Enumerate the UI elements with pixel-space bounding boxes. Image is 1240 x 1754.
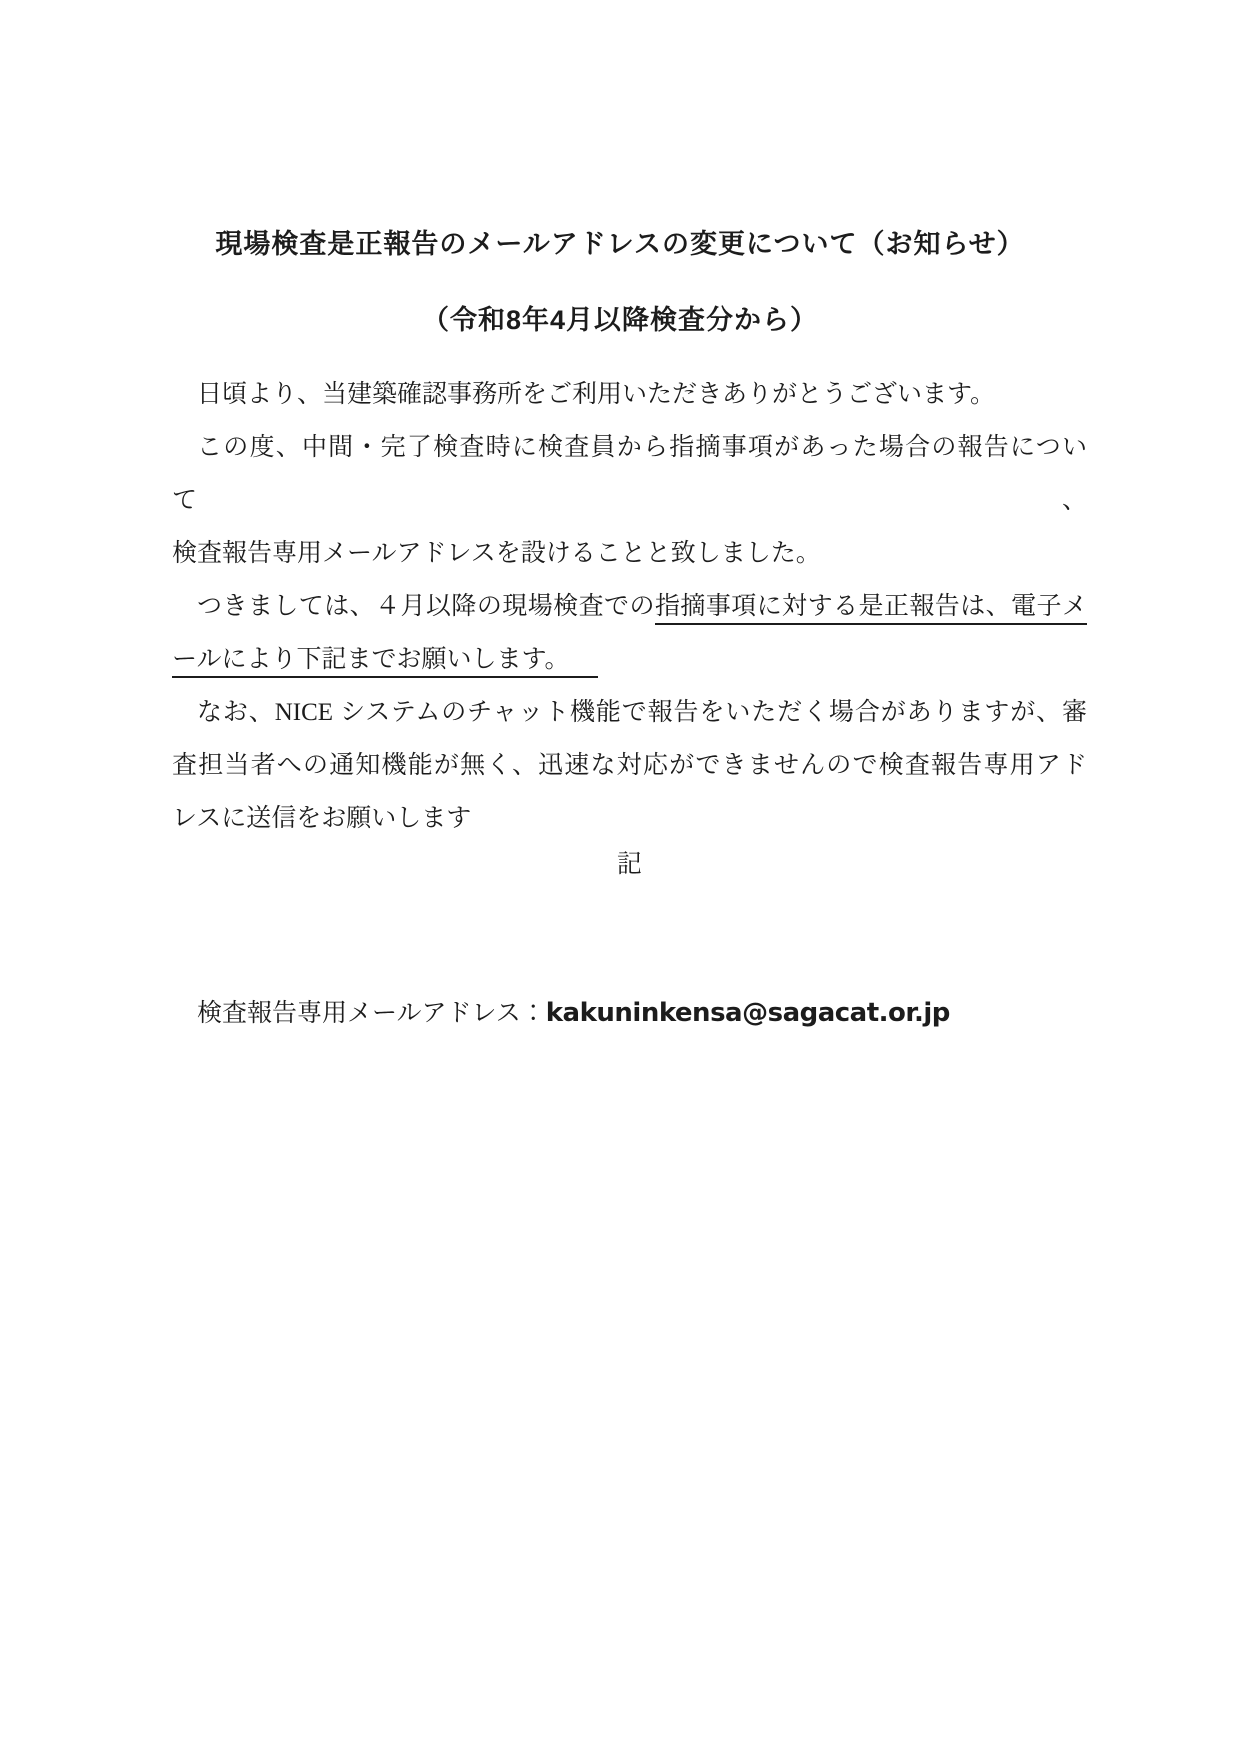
- record-marker: 記: [616, 851, 642, 878]
- request-text-normal: つきましては、４月以降の現場検査での: [197, 593, 655, 620]
- document-subtitle: （令和8年4月以降検査分から）: [421, 305, 819, 335]
- paragraph-greeting: 日頃より、当建築確認事務所をご利用いただきありがとうございます。: [197, 381, 996, 408]
- document-title: 現場検査是正報告のメールアドレスの変更について（お知らせ）: [215, 229, 1025, 259]
- request-text-underlined: 指摘事項に対する是正報告は、電子メ: [655, 593, 1087, 625]
- paragraph-note-line1: なお、NICE システムのチャット機能で報告をいただく場合がありますが、審: [197, 699, 1087, 726]
- paragraph-intro-line1: この度、中間・完了検査時に検査員から指摘事項があった場合の報告について、: [172, 434, 1087, 514]
- document-body: [172, 368, 1087, 845]
- paragraph-request-line2: [172, 633, 1087, 686]
- email-address: kakuninkensa@sagacat.or.jp: [545, 998, 950, 1028]
- contact-line: [172, 993, 1087, 1034]
- request-text-underlined-continued: ールにより下記までお願いします。: [172, 646, 598, 678]
- paragraph-note-line2: 査担当者への通知機能が無く、迅速な対応ができませんので検査報告専用アド: [172, 752, 1087, 779]
- paragraph-note-line3: レスに送信をお願いします: [172, 805, 472, 832]
- paragraph-request-line1: [172, 580, 1087, 633]
- paragraph-intro-line2: 検査報告専用メールアドレスを設けることと致しました。: [172, 540, 821, 567]
- email-label: 検査報告専用メールアドレス：: [197, 1000, 546, 1027]
